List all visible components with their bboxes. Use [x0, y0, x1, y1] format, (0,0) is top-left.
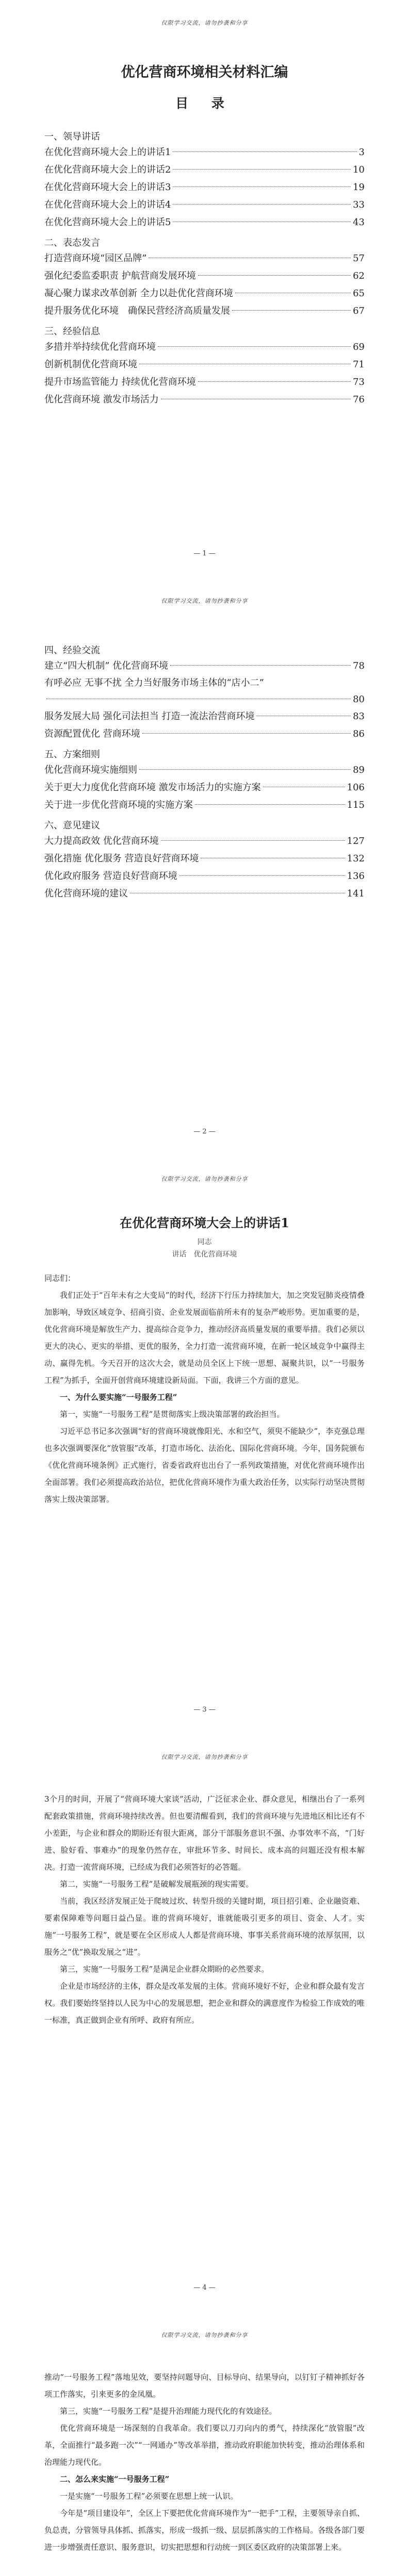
document-title: 优化营商环境相关材料汇编	[121, 64, 288, 80]
toc-entry[interactable]	[44, 657, 365, 675]
body-paragraph: 优化营商环境是一场深刻的自我革命。我们要以刀刃向内的勇气，持续深化“放管服”改革，全面推行“最多跑一次”“一网通办”等改革举措，推动政府职能加快转变，推动治理体系和治理能力现代化。	[44, 2424, 365, 2467]
toc-entry-page: 73	[353, 377, 365, 387]
page-number: — 4 —	[193, 2284, 216, 2292]
toc-entry-title: 优化营商环境实施细则	[44, 765, 137, 775]
toc-entry-page: 80	[353, 694, 365, 705]
toc-entry[interactable]	[44, 868, 365, 885]
toc-entry-title: 建立“四大机制” 优化营商环境	[44, 660, 169, 671]
toc-entry-title: 强化纪委监委职责 护航营商发展环境	[44, 270, 196, 281]
body-paragraph: 第三，实施“一号服务工程”是提升治理能力现代化的有效途径。	[60, 2406, 277, 2416]
toc-entry[interactable]	[44, 267, 365, 285]
toc-entry[interactable]	[44, 214, 365, 231]
speech-content	[44, 1213, 365, 1508]
page-header: 仅限学习交流，请勿抄袭和分享	[161, 1176, 248, 1182]
toc-section-heading: 六、意见建议	[44, 820, 100, 831]
toc-entry-page: 57	[353, 253, 365, 264]
toc-entry[interactable]	[44, 285, 365, 302]
toc-entry-page: 19	[353, 182, 365, 193]
toc-entry-page: 69	[353, 342, 365, 352]
toc-entry-page: 33	[353, 199, 365, 210]
toc-entry-title: 资源配置优化 营商环境	[44, 728, 140, 739]
toc-entry-title: 打造营商环境“园区品牌”	[44, 253, 147, 264]
toc-entry-page: 115	[347, 800, 365, 810]
toc-entry[interactable]	[44, 161, 365, 179]
toc-entry[interactable]	[44, 796, 365, 814]
salutation: 同志们：	[44, 1274, 76, 1283]
toc-entry-page: 132	[347, 853, 365, 864]
toc-section-heading: 三、经验信息	[44, 326, 100, 337]
toc-entry-page: 76	[353, 394, 365, 405]
toc-title: 目 录	[175, 96, 234, 111]
page-5	[0, 2312, 409, 2576]
page-1	[0, 0, 409, 578]
toc-entry-title: 大力提高政效 优化营商环境	[44, 836, 159, 846]
toc-entry-page: 136	[347, 871, 365, 882]
toc-entry-page: 127	[347, 836, 365, 846]
page-4	[0, 1734, 409, 2312]
speech-author: 同志	[197, 1238, 212, 1246]
toc-dot-leader	[179, 875, 345, 876]
toc-entry[interactable]	[44, 833, 365, 850]
toc-section-heading: 一、领导讲话	[44, 131, 100, 142]
body-paragraph: 3个月的时间，开展了“营商环境大家谈”活动，广泛征求企业、群众意见，相继出台了一系列配套政策措施，营商环境持续改善。但也要清醒看到，我们的营商环境与先进地区相比还有不小差距，与企业和群众的期盼还有很大距离，部分干部服务意识不强、办事效率不高，“门好进、脸好看、事难办”的现象仍然存在，审批环节多、时间长、成本高的问题还没有根本解决。打造一流营商环境，已经成为我们必须答好的必答题。	[44, 1794, 365, 1872]
toc-dot-leader	[195, 804, 345, 805]
toc-entry-title: 关于进一步优化营商环境的实施方案	[44, 800, 193, 810]
toc-dot-leader	[198, 275, 351, 276]
toc-list	[44, 129, 365, 409]
page-3	[0, 1156, 409, 1734]
toc-entry-page: 62	[353, 270, 365, 281]
toc-entry[interactable]	[44, 779, 365, 796]
page-number: — 1 —	[193, 550, 216, 557]
toc-section-heading: 五、方案细则	[44, 749, 100, 760]
toc-dot-leader	[170, 665, 351, 666]
toc-content	[44, 61, 365, 409]
page-2	[0, 578, 409, 1156]
toc-entry-page: 67	[353, 306, 365, 316]
section-heading: 一、为什么要实施“一号服务工程”	[60, 1393, 177, 1402]
toc-list	[44, 643, 365, 903]
toc-entry-page: 78	[353, 660, 365, 671]
toc-entry[interactable]	[44, 725, 365, 743]
page-number: — 2 —	[193, 1128, 216, 1136]
toc-dot-leader	[173, 204, 351, 205]
toc-dot-leader	[173, 151, 356, 152]
toc-entry-page: 86	[353, 728, 365, 739]
page-header: 仅限学习交流，请勿抄袭和分享	[161, 2332, 248, 2338]
toc-entry-title: 在优化营商环境大会上的讲话4	[44, 199, 171, 210]
toc-dot-leader	[158, 346, 351, 347]
toc-entry[interactable]	[44, 885, 365, 903]
body-paragraph: 一是实施“一号服务工程”必须要在思想上统一认识。	[60, 2492, 238, 2501]
toc-entry[interactable]	[44, 391, 365, 409]
toc-entry-title: 提升服务优化环境 确保民营经济高质量发展	[44, 306, 230, 316]
speech-title: 在优化营商环境大会上的讲话1	[120, 1215, 289, 1230]
toc-entry-page: 65	[353, 288, 365, 299]
toc-dot-leader	[161, 840, 345, 841]
toc-entry-title: 创新机制优化营商环境	[44, 359, 137, 370]
toc-entry[interactable]	[44, 761, 365, 779]
toc-entry-title: 提升市场监管能力 持续优化营商环境	[44, 377, 196, 387]
page-header: 仅限学习交流，请勿抄袭和分享	[161, 1754, 248, 1760]
body-paragraph: 第二，实施“一号服务工程”是破解发展瓶颈的现实需要。	[60, 1879, 254, 1889]
toc-entry-title: 有呼必应 无事不扰 全力当好服务市场主体的“店小二”	[44, 677, 264, 688]
toc-content	[44, 639, 365, 903]
toc-entry-title: 在优化营商环境大会上的讲话2	[44, 164, 171, 175]
toc-entry-title: 优化营商环境 激发市场活力	[44, 394, 159, 405]
toc-entry[interactable]	[44, 675, 365, 708]
page-number: — 3 —	[193, 1706, 216, 1714]
page-header: 仅限学习交流，请勿抄袭和分享	[161, 20, 248, 26]
toc-entry-title: 多措并举持续优化营商环境	[44, 342, 156, 352]
toc-entry-page: 141	[347, 888, 365, 899]
toc-entry[interactable]	[44, 708, 365, 725]
toc-entry[interactable]	[44, 850, 365, 868]
toc-entry[interactable]	[44, 179, 365, 196]
toc-entry-page: 3	[358, 147, 365, 158]
toc-entry-title: 在优化营商环境大会上的讲话1	[44, 147, 171, 158]
toc-entry-page: 106	[347, 782, 365, 793]
body-paragraph: 当前，我区经济发展正处于爬坡过坎、转型升级的关键时期，项目招引难、企业融资难、要素保障难等问题日益凸显。谁的营商环境好，谁就能吸引更多的项目、资金、人才。实施“一号服务工程”，就是要在全区形成人人都是营商环境、事事关系营商环境的浓厚氛围，以服务之“优”换取发展之“进”。	[44, 1896, 365, 1957]
toc-entry-title: 强化措施 优化服务 营造良好营商环境	[44, 853, 199, 864]
toc-dot-leader	[173, 169, 351, 170]
toc-entry[interactable]	[44, 356, 365, 374]
body-paragraph: 我们正处于“百年未有之大变局”的时代，经济下行压力持续加大，加之突发冠肺炎疫情叠加影响，导致区域竞争、招商引资、企业发展面临前所未有的复杂严峻形势。更加重要的是，优化营商环境是解放生产力、提高综合竞争力，推动经济高质量发展的重要举措。我们必须以更大的决心、更实的举措、更优的服务，全力打造一流营商环境，在新一轮区域竞争中赢得主动、赢得先机。今天召开的这次大会，就是动员全区上下统一思想、凝聚共识，以“一号服务工程”为抓手，全面开创营商环境建设新局面。下面，我讲三个方面的意见。	[44, 1291, 365, 1385]
toc-entry-page: 89	[353, 765, 365, 775]
speech-content	[44, 1791, 365, 2029]
page-header: 仅限学习交流，请勿抄袭和分享	[161, 598, 248, 604]
toc-entry-title: 优化政府服务 营造良好营商环境	[44, 871, 177, 882]
toc-entry[interactable]	[44, 250, 365, 267]
toc-entry-title: 关于更大力度优化营商环境 激发市场活力的实施方案	[44, 782, 261, 793]
toc-entry-title: 服务发展大局 强化司法担当 打造一流法治营商环境	[44, 711, 255, 722]
section-heading: 二、怎么来实施“一号服务工程”	[60, 2475, 170, 2484]
speech-content	[44, 2369, 365, 2556]
toc-dot-leader	[139, 769, 351, 770]
toc-entry-page: 83	[353, 711, 365, 722]
toc-dot-leader	[142, 733, 351, 734]
toc-entry-title: 在优化营商环境大会上的讲话5	[44, 217, 171, 228]
toc-entry-title: 在优化营商环境大会上的讲话3	[44, 182, 171, 193]
body-paragraph: 第三，实施“一号服务工程”是满足企业群众期盼的必然要求。	[60, 1964, 269, 1974]
toc-entry-page: 10	[353, 164, 365, 175]
toc-entry[interactable]	[44, 302, 365, 320]
toc-entry-title: 凝心聚力谋求改革创新 全力以赴优化营商环境	[44, 288, 233, 299]
toc-entry-page: 71	[353, 359, 365, 370]
toc-entry-leader-line	[44, 691, 365, 708]
body-paragraph: 推动“一号服务工程”落地见效，要坚持问题导向、目标导向、结果导向，以钉钉子精神抓好各项工作落实，引来更多的金凤凰。	[44, 2372, 365, 2399]
toc-section-heading: 四、经验交流	[44, 645, 100, 656]
toc-entry[interactable]	[44, 144, 365, 161]
body-paragraph: 今年是“项目建设年”，全区上下要把优化营商环境作为“一把手”工程，主要领导亲自抓、负总责，分管领导具体抓、抓落实，形成一级抓一级、层层抓落实的工作格局。各级各部门要进一步增强责任意识、服务意识，切实把思想和行动统一到区委区政府的决策部署上来。	[44, 2509, 365, 2552]
body-paragraph: 习近平总书记多次强调“好的营商环境就像阳光、水和空气，须臾不能缺少”，李克强总理也多次强调要深化“放管服”改革，打造市场化、法治化、国际化营商环境。今年，国务院颁布《优化营商环境条例》正式施行，省委省政府也出台了一系列政策措施，对优化营商环境作出全面部署。我们必须提高政治站位，把优化营商环境作为重大政治任务，以实际行动坚决贯彻落实上级决策部署。	[44, 1427, 365, 1504]
toc-entry[interactable]	[44, 374, 365, 391]
toc-dot-leader	[232, 310, 351, 311]
toc-section-heading: 二、表态发言	[44, 238, 100, 248]
toc-entry[interactable]	[44, 338, 365, 356]
toc-entry[interactable]	[44, 196, 365, 214]
toc-entry-title: 优化营商环境的建议	[44, 888, 128, 899]
toc-dot-leader	[198, 381, 351, 382]
speech-source: 讲话 优化营商环境	[172, 1250, 237, 1259]
body-paragraph: 第一，实施“一号服务工程”是贯彻落实上级决策部署的政治担当。	[60, 1410, 285, 1419]
body-paragraph: 企业是市场经济的主体，群众是改革发展的主体。营商环境好不好，企业和群众最有发言权。我们要始终坚持以人民为中心的发展思想，把企业和群众的满意度作为检验工作成效的唯一标准，真正做到企业有所呼、政府有所应。	[44, 1981, 365, 2025]
toc-entry-page: 43	[353, 217, 365, 228]
